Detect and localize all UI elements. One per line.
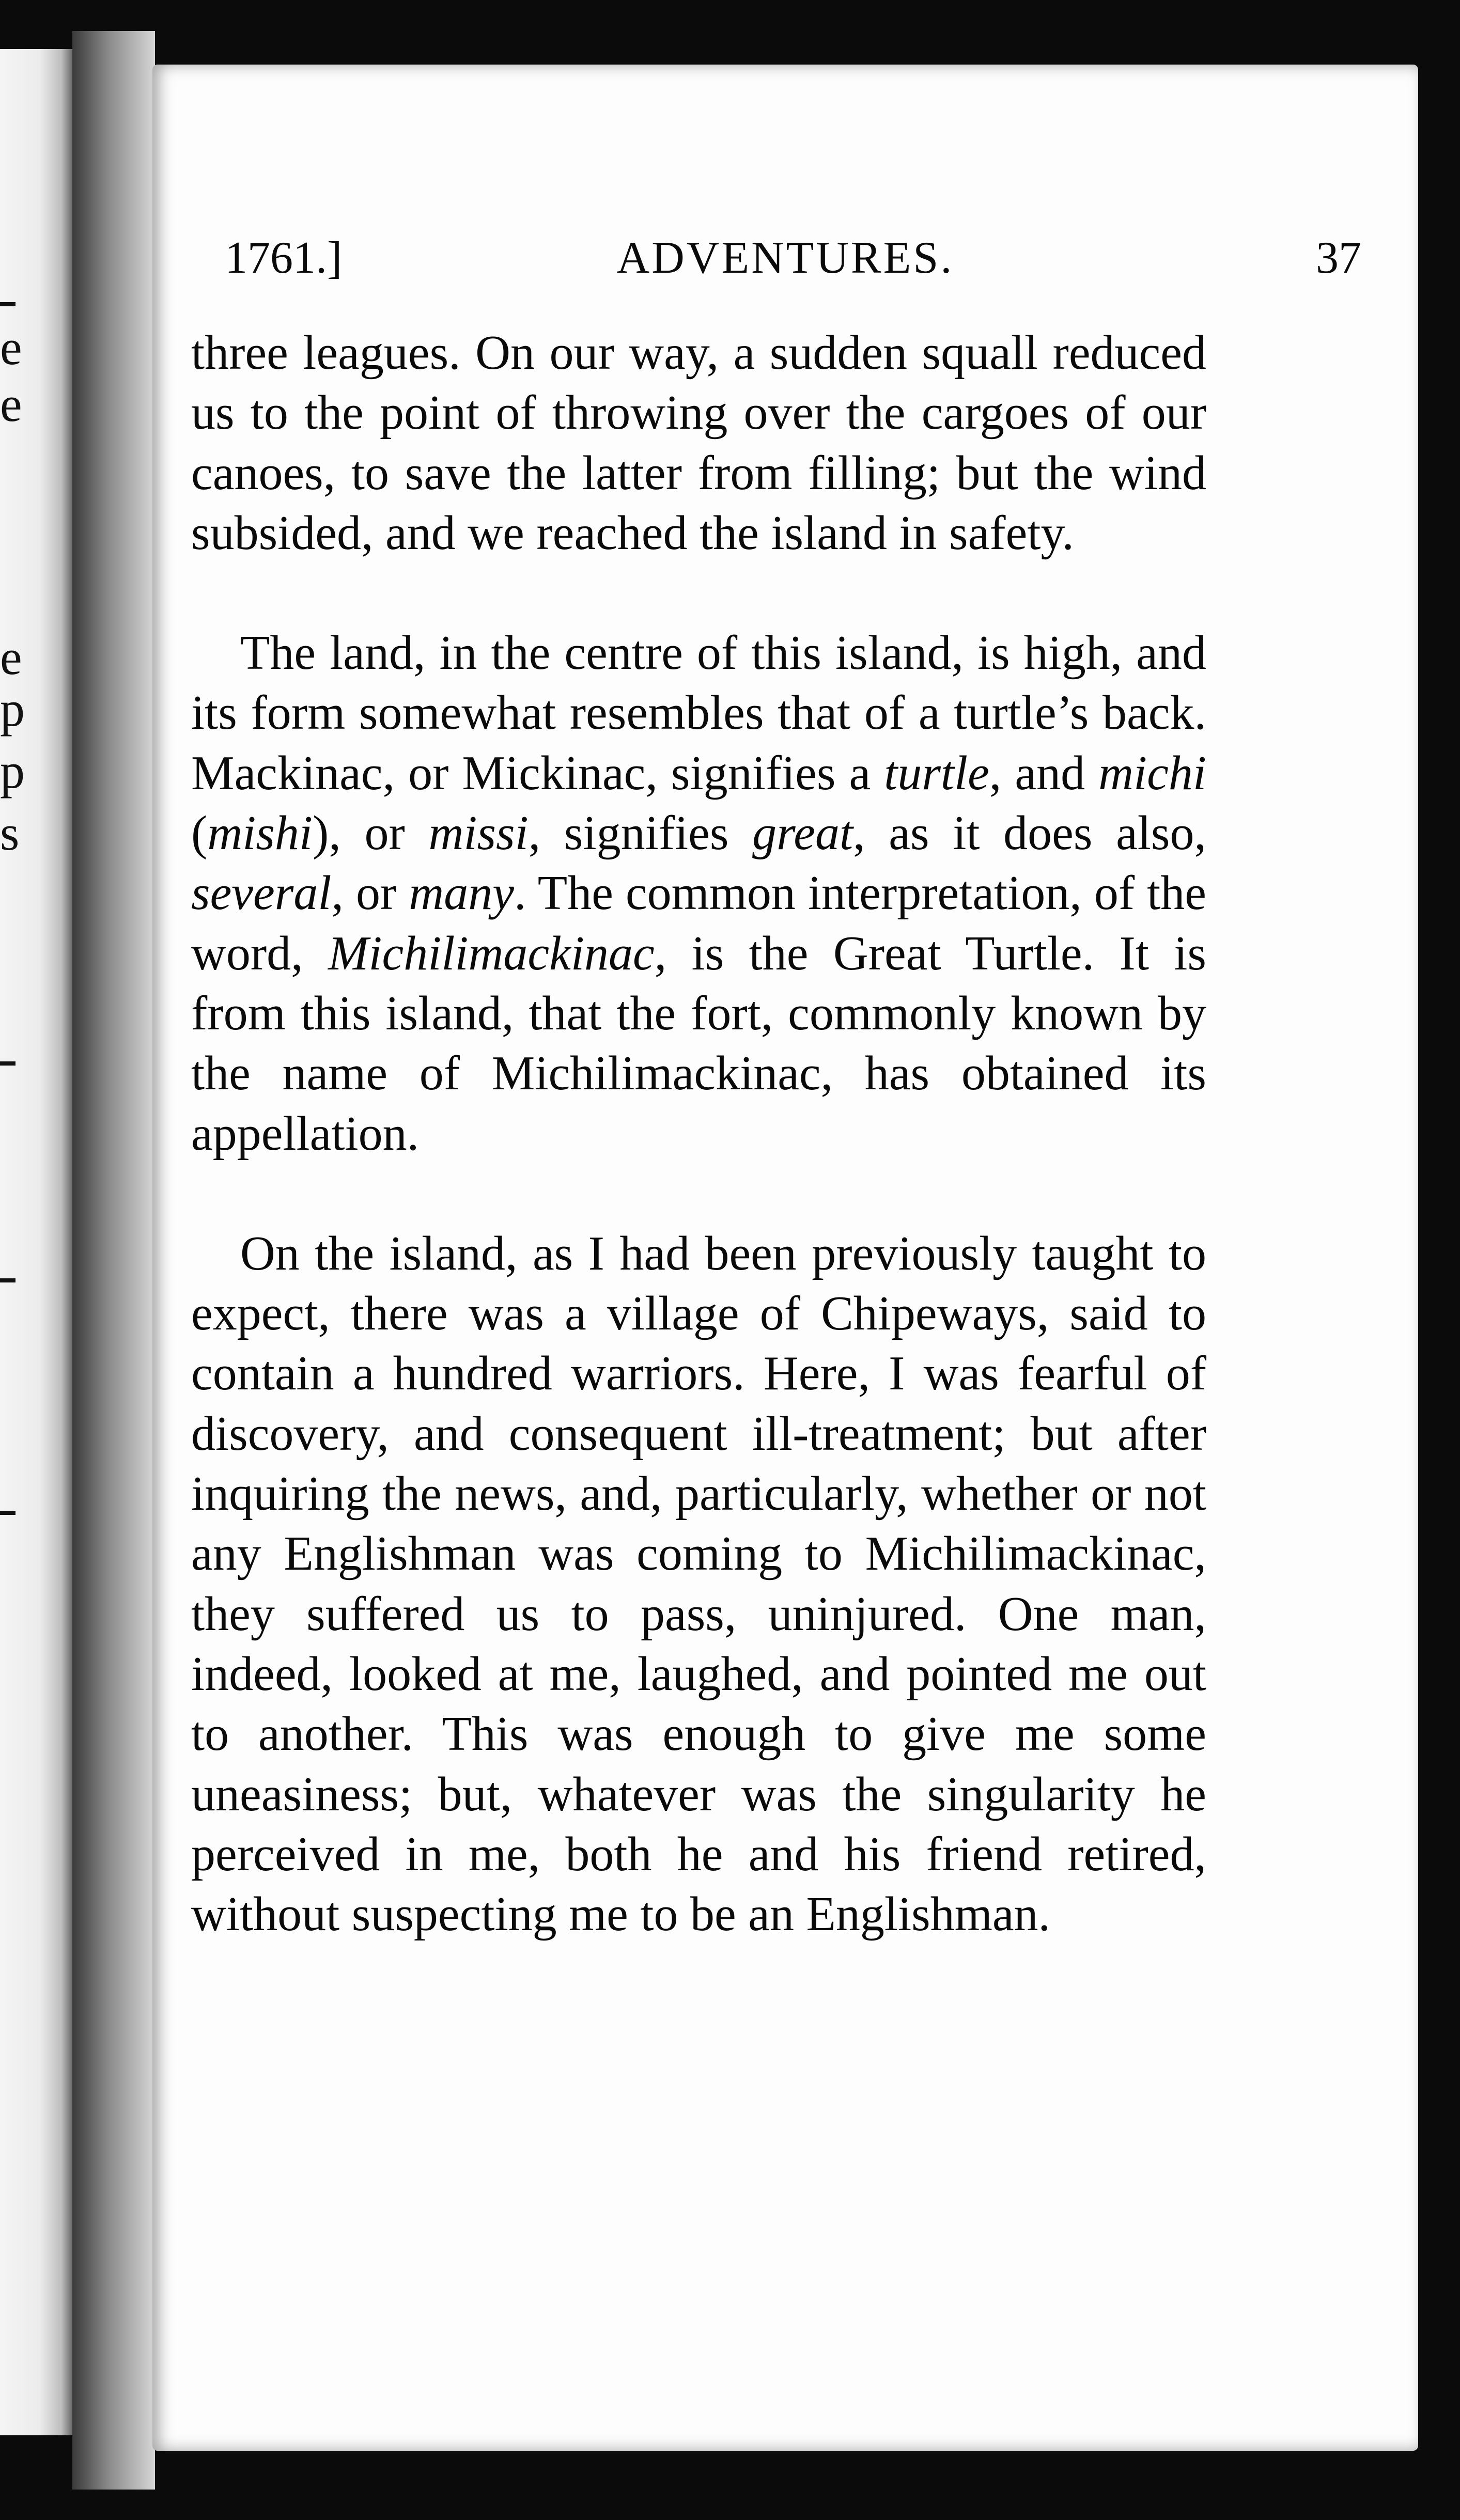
facing-page-edge: [0, 49, 72, 2435]
margin-glyph: s: [0, 805, 20, 860]
margin-glyph: e: [0, 630, 22, 685]
paragraph-1: three leagues. On our way, a sudden squall reduced us to the point of throwing over the cargoes of our canoes, to save the latter from filling; but the wind subsided, and we reached the island in safety.: [191, 326, 1206, 560]
margin-mark: [0, 1061, 15, 1066]
running-head: [189, 230, 1382, 287]
margin-glyph: p: [0, 681, 25, 737]
body-text: [191, 323, 1206, 1944]
book-page: [152, 65, 1418, 2451]
paragraph-3: On the island, as I had been previously taught to expect, there was a village of Chipeways, said to contain a hundred warriors. Here, I was fearful of discovery, and consequent ill-treatment; but after inquiring the news, and, particularly, whether or not any Englishman was coming to Michilimackinac, they suffered us to pass, uninjured. One man, indeed, looked at me, laughed, and pointed me out to another. This was enough to give me some uneasiness; but, whatever was the singularity he perceived in me, both he and his friend retired, without suspecting me to be an Englishman.: [191, 1226, 1206, 1942]
header-title: ADVENTURES.: [616, 233, 954, 283]
margin-mark: [0, 1278, 15, 1282]
paragraph-2: The land, in the centre of this island, is high, and its form somewhat resembles that of a turtle’s back. Mackinac, or Mickinac, signifies a turtle, and michi (mishi), or missi, signifies great, as it does also, several, or many. The common interpretation, of the word, Michilimackinac, is the Great Turtle. It is from this island, that the fort, commonly known by the name of Michilimackinac, has obtained its appellation.: [191, 626, 1206, 1161]
margin-glyph: e: [0, 377, 22, 432]
margin-glyph: p: [0, 743, 25, 799]
header-year: 1761.]: [225, 233, 343, 283]
margin-mark: [0, 1511, 15, 1515]
margin-mark: [0, 302, 15, 306]
page-gutter-shadow: [72, 31, 155, 2490]
margin-glyph: e: [0, 320, 22, 375]
page-number: 37: [1316, 233, 1361, 283]
